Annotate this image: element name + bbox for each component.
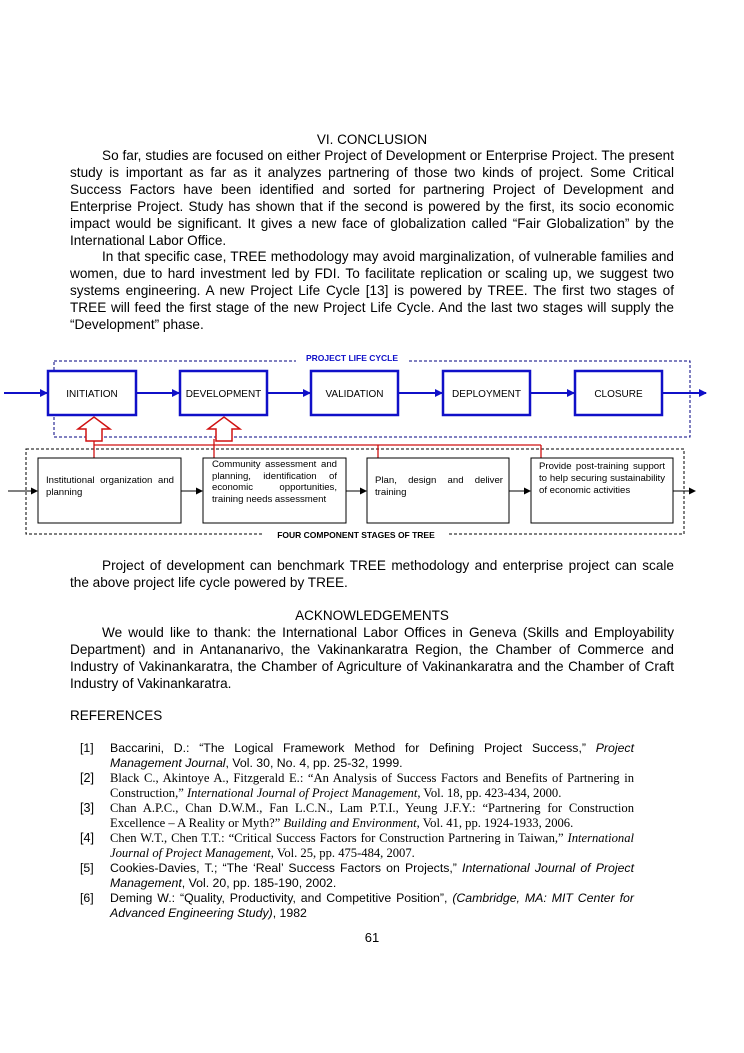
plc-phase-label: INITIATION bbox=[66, 389, 118, 400]
reference-item bbox=[80, 891, 634, 921]
plc-phase-label: VALIDATION bbox=[325, 389, 384, 400]
reference-item bbox=[80, 861, 634, 891]
reference-details: , Vol. 25, pp. 475-484, 2007. bbox=[270, 846, 415, 860]
reference-text: Chan A.P.C., Chan D.W.M., Fan L.C.N., Lam P.T.I., Yeung J.F.Y.: “Partnering for Construction Excellence – A Reality or Myth?” bbox=[110, 801, 634, 830]
reference-text: Chen W.T., Chen T.T.: “Critical Success Factors for Construction Partnering in Taiwan,” bbox=[110, 831, 568, 845]
after-diagram-paragraph: Project of development can benchmark TREE methodology and enterprise project can scale the above project life cycle powered by TREE. bbox=[70, 558, 674, 590]
reference-number: [2] bbox=[80, 771, 95, 785]
reference-number: [6] bbox=[80, 891, 94, 905]
tree-title: FOUR COMPONENT STAGES OF TREE bbox=[277, 530, 435, 540]
plc-phase-label: DEPLOYMENT bbox=[452, 389, 521, 400]
reference-number: [4] bbox=[80, 831, 95, 845]
reference-source: (Cambridge, MA: MIT Center for Advanced Engineering Study) bbox=[110, 891, 634, 920]
page-number: 61 bbox=[364, 930, 380, 945]
reference-details: , 1982 bbox=[272, 906, 307, 920]
acknowledgements-paragraph: We would like to thank: the International Labor Offices in Geneva (Skills and Employability Department) and in Antananarivo, the Vakinankaratra Region, the Chamber of Commerce and Industry of Vakinankaratra, the Chamber of Agriculture of Vakinankaratra and the Chamber of Craft Industry of Vakinankaratra. bbox=[70, 625, 674, 691]
reference-text: Cookies-Davies, T.; “The ‘Real’ Success Factors on Projects,” bbox=[110, 861, 463, 875]
reference-source: International Journal of Project Management bbox=[110, 831, 634, 860]
plc-title: PROJECT LIFE CYCLE bbox=[305, 353, 399, 363]
reference-item bbox=[80, 741, 634, 771]
reference-source: Building and Environment bbox=[283, 816, 417, 830]
reference-details: , Vol. 20, pp. 185-190, 2002. bbox=[181, 876, 337, 890]
reference-item bbox=[80, 831, 634, 861]
plc-phase-label: DEVELOPMENT bbox=[185, 389, 262, 400]
plc-phase-initiation bbox=[48, 371, 136, 415]
conclusion-heading: VI. CONCLUSION bbox=[316, 132, 428, 147]
reference-item bbox=[80, 771, 634, 801]
reference-number: [5] bbox=[80, 861, 94, 875]
reference-text: Deming W.: “Quality, Productivity, and Competitive Position”, bbox=[110, 891, 453, 905]
reference-details: , Vol. 18, pp. 423-434, 2000. bbox=[417, 786, 562, 800]
reference-text: Baccarini, D.: “The Logical Framework Method for Defining Project Success,” bbox=[110, 741, 596, 755]
conclusion-body bbox=[70, 148, 674, 334]
plc-phase-validation bbox=[311, 371, 398, 415]
references-title: REFERENCES bbox=[70, 708, 163, 723]
tree-stage-text: Plan, design and deliver training bbox=[375, 475, 503, 498]
reference-number: [3] bbox=[80, 801, 95, 815]
reference-item bbox=[80, 801, 634, 831]
tree-stage-3 bbox=[367, 458, 509, 523]
plc-phase-development bbox=[180, 371, 267, 415]
reference-source: Project Management Journal bbox=[110, 741, 634, 770]
acknowledgements-block bbox=[70, 625, 674, 693]
plc-phase-closure bbox=[575, 371, 662, 415]
reference-text: Black C., Akintoye A., Fitzgerald E.: “An Analysis of Success Factors and Benefits of Partnering in Construction,” bbox=[110, 771, 634, 800]
conclusion-paragraph-1: So far, studies are focused on either Project of Development or Enterprise Project. The present study is important as far as it analyzes partnering of those two kinds of project. Some Critical Success Factors have been identified and sorted for partnering Project of Development and Enterprise Project. Study has shown that if the second is powered by the first, its socio economic impact would be significant. It gives a new face of globalization called “Fair Globalization” by the International Labor Office. bbox=[70, 148, 674, 248]
tree-stage-1 bbox=[38, 458, 181, 523]
reference-source: International Journal of Project Management bbox=[186, 786, 418, 800]
tree-stage-2 bbox=[203, 458, 346, 523]
tree-stage-4 bbox=[531, 458, 673, 523]
reference-details: , Vol. 30, No. 4, pp. 25-32, 1999. bbox=[225, 756, 403, 770]
references-list bbox=[80, 741, 634, 921]
plc-tree-diagram bbox=[0, 345, 744, 545]
reference-source: International Journal of Project Management bbox=[110, 861, 634, 890]
acknowledgements-heading: ACKNOWLEDGEMENTS bbox=[295, 608, 449, 623]
tree-stage-text: Community assessment and planning, identification of economic opportunities, training needs assessment bbox=[212, 459, 337, 505]
after-diagram-text-block bbox=[70, 558, 674, 592]
tree-stage-text: Institutional organization and planning bbox=[46, 475, 174, 498]
tree-stage-text: Provide post-training support to help securing sustainability of economic activities bbox=[539, 461, 665, 496]
reference-number: [1] bbox=[80, 741, 94, 755]
reference-details: , Vol. 41, pp. 1924-1933, 2006. bbox=[416, 816, 574, 830]
conclusion-paragraph-2: In that specific case, TREE methodology may avoid marginalization, of vulnerable families and women, due to hard investment led by FDI. To facilitate replication or scaling up, we suggest two systems engineering. A new Project Life Cycle [13] is powered by TREE. The first two stages of TREE will feed the first stage of the new Project Life Cycle. And the last two stages will supply the “Development” phase. bbox=[70, 249, 674, 333]
plc-phase-label: CLOSURE bbox=[594, 389, 643, 400]
plc-phase-deployment bbox=[443, 371, 530, 415]
